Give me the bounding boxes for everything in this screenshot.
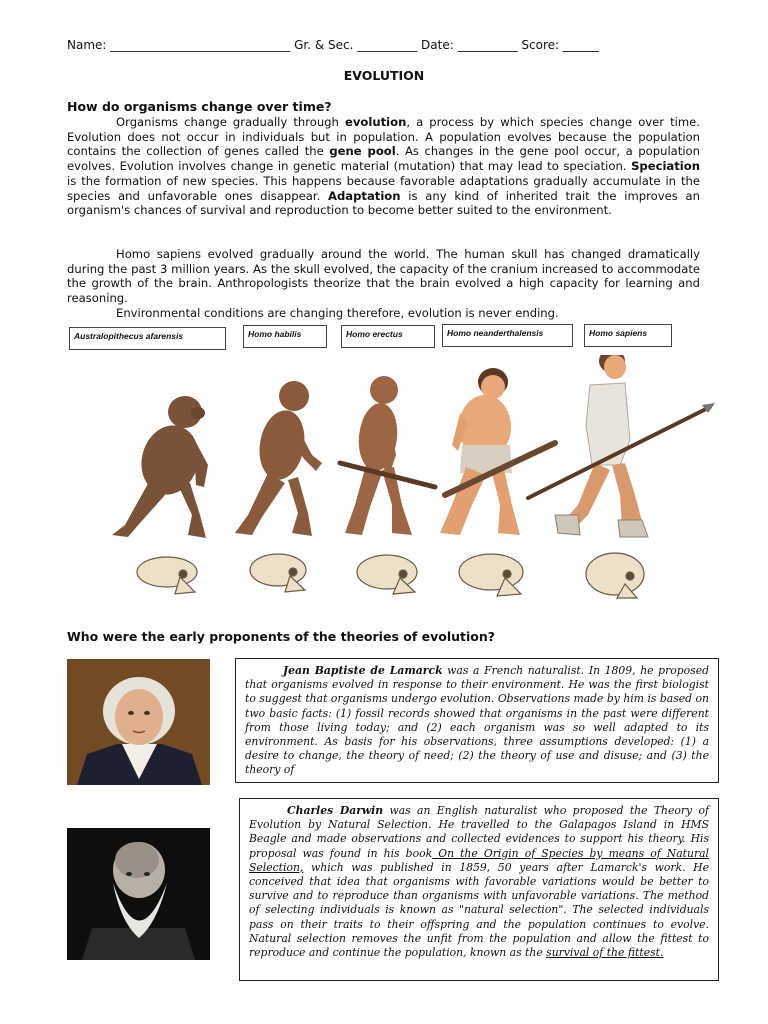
- skull-australopithecus-icon: [137, 557, 197, 594]
- section2-question: Who were the early proponents of the theories of evolution?: [67, 629, 496, 644]
- lamarck-portrait: [67, 659, 210, 785]
- darwin-book-title: On the Origin of Species by means of Natural Selection,: [249, 846, 709, 874]
- homo-sapiens-figure: [528, 355, 715, 537]
- paragraph-evolution: Organisms change gradually through evolution, a process by which species change over time. Evolution does not occur in individuals but in population. A population evolves because the population contains the collection of genes called the gene pool. As changes in the gene pool occur, a population evolves. Evolution involves change in genetic material (mutation) that may lead to speciation. Speciation is the formation of new species. This happens because favorable adaptations gradually accumulate in the species and unfavorable ones disappear. Adaptation is any kind of inherited trait the improves an organism's chances of survival and reproduction to become better suited to the environment.: [67, 115, 700, 218]
- label-homo-erectus: Homo erectus: [341, 325, 435, 348]
- skull-homo-neanderthalensis-icon: [459, 554, 523, 596]
- darwin-portrait: [67, 828, 210, 960]
- skull-homo-erectus-icon: [357, 555, 417, 594]
- survival-of-fittest: survival of the fittest.: [546, 946, 664, 960]
- homo-neanderthalensis-figure: [440, 368, 555, 535]
- skull-row: [125, 552, 725, 602]
- homo-habilis-figure: [235, 381, 322, 536]
- label-homo-sapiens: Homo sapiens: [584, 324, 672, 347]
- lamarck-bio: Jean Baptiste de Lamarck was a French naturalist. In 1809, he proposed that organisms evolved in response to their environment. He was the first biologist to suggest that organisms undergo evolution. Observations made by him is based on two basic facts: (1) fossil records showed that organisms in the past were different from those living today; and (2) each organism was so well adapted to its environment. As basis for his observations, three assumptions developed: (1) a desire to change, the theory of need; (2) the theory of use and disuse; and (3) the theory of: [235, 658, 719, 783]
- paragraph-homo-sapiens: Homo sapiens evolved gradually around the world. The human skull has changed dramatically during the past 3 million years. As the skull evolved, the capacity of the cranium increased to accommodate the growth of the brain. Anthropologists theorize that the brain evolved a high capacity for learning and reasoning.: [67, 247, 700, 306]
- skull-homo-sapiens-icon: [586, 553, 644, 598]
- label-homo-habilis: Homo habilis: [243, 325, 327, 348]
- lamarck-name: Jean Baptiste de Lamarck: [283, 664, 443, 677]
- label-australopithecus: Australopithecus afarensis: [69, 327, 226, 350]
- header-fields: Name: ______________________________ Gr. & Sec. __________ Date: __________ Score: ______: [67, 38, 599, 52]
- australopithecus-figure: [112, 396, 208, 538]
- paragraph-environment: Environmental conditions are changing therefore, evolution is never ending.: [116, 306, 559, 320]
- homo-erectus-figure: [340, 376, 435, 535]
- darwin-bio: Charles Darwin was an English naturalist who proposed the Theory of Evolution by Natural Selection. He travelled to the Galapagos Island in HMS Beagle and made observations and collected evidences to support his theory. His proposal was found in his book On the Origin of Species by means of Natural Selection, which was published in 1859, 50 years after Lamarck's work. He conceived that idea that organisms with favorable variations would be better to survive and to reproduce than organisms with unfavorable variations. The method of selecting individuals is known as "natural selection". The selected individuals pass on their traits to their offspring and the population continues to evolve. Natural selection removes the unfit from the population and allow the fittest to reproduce and continue the population, known as the survival of the fittest.: [239, 798, 719, 981]
- label-homo-neanderthalensis: Homo neanderthalensis: [442, 324, 573, 347]
- darwin-name: Charles Darwin: [287, 804, 384, 817]
- page-title: EVOLUTION: [343, 68, 425, 83]
- evolution-illustration: [100, 355, 720, 550]
- skull-homo-habilis-icon: [250, 554, 306, 592]
- section1-question: How do organisms change over time?: [67, 99, 332, 114]
